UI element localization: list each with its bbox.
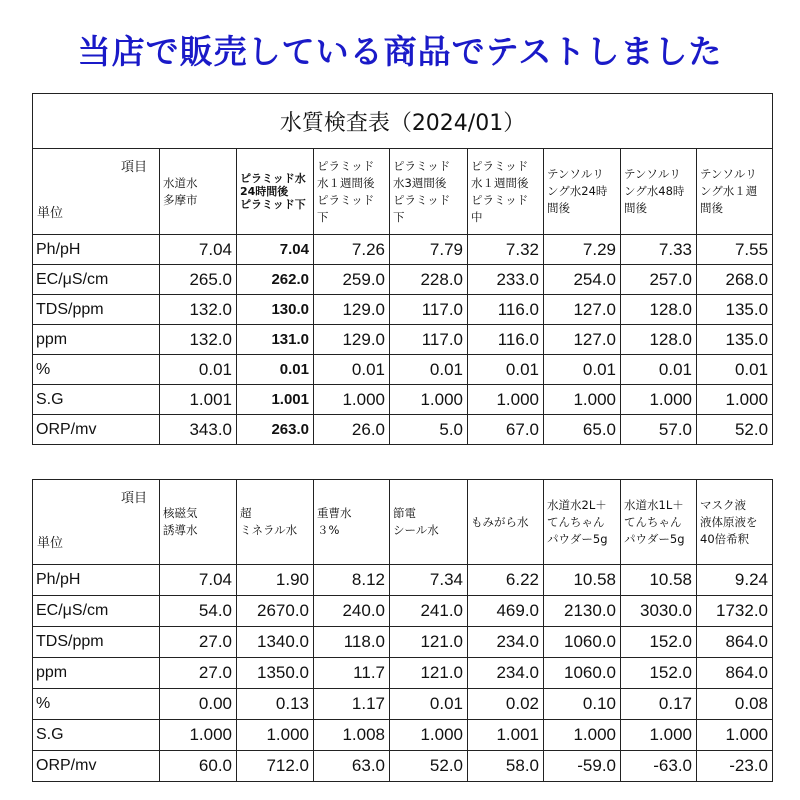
table-row — [33, 658, 773, 689]
table-cell: 1.90 — [237, 565, 314, 596]
column-header-line: 40倍希釈 — [700, 531, 750, 546]
column-header-line: 多摩市 — [163, 192, 198, 207]
table-cell: -23.0 — [697, 751, 773, 782]
row-label: S.G — [33, 720, 160, 751]
table-cell: 864.0 — [697, 627, 773, 658]
column-header-line: パウダー5g — [547, 531, 608, 546]
table-cell: 1.000 — [237, 720, 314, 751]
column-header — [468, 480, 544, 565]
table-row — [33, 596, 773, 627]
table-cell: 7.29 — [544, 235, 621, 265]
table-cell: 265.0 — [160, 265, 237, 295]
table-cell: 7.04 — [160, 235, 237, 265]
column-header-line: ピラミッド — [471, 192, 529, 207]
table-cell: 7.26 — [314, 235, 390, 265]
table-cell: 63.0 — [314, 751, 390, 782]
corner-header — [33, 149, 160, 235]
table-cell: 1.000 — [160, 720, 237, 751]
row-label: % — [33, 355, 160, 385]
row-label: S.G — [33, 385, 160, 415]
column-header-line: 水道水1L＋ — [624, 497, 684, 512]
table-cell: 52.0 — [390, 751, 468, 782]
column-header-line: 水１週間後 — [471, 175, 529, 190]
table-cell: 263.0 — [237, 415, 314, 445]
column-header-line: 24時間後 — [240, 185, 289, 198]
table-row — [33, 720, 773, 751]
table-cell: 132.0 — [160, 295, 237, 325]
table-row — [33, 235, 773, 265]
column-header-line: 液体原液を — [700, 514, 758, 529]
column-header-line: ミネラル水 — [240, 523, 298, 537]
table-cell: 5.0 — [390, 415, 468, 445]
table-cell: 65.0 — [544, 415, 621, 445]
table-cell: 0.08 — [697, 689, 773, 720]
column-header-line: 下 — [393, 209, 405, 224]
table-cell: 0.01 — [697, 355, 773, 385]
column-header — [160, 149, 237, 235]
column-header-line: ピラミッド — [317, 192, 375, 207]
table-cell: 117.0 — [390, 325, 468, 355]
table-row — [33, 565, 773, 596]
column-header-line: ピラミッド — [393, 192, 451, 207]
table-cell: 129.0 — [314, 325, 390, 355]
table-row — [33, 385, 773, 415]
table-cell: 1060.0 — [544, 658, 621, 689]
table-cell: 1.001 — [237, 385, 314, 415]
column-header-line: 重曹水 — [317, 506, 352, 520]
column-header-line: シール水 — [393, 523, 439, 537]
row-label: TDS/ppm — [33, 627, 160, 658]
column-header-line: テンソルリ — [624, 167, 681, 181]
table-cell: 6.22 — [468, 565, 544, 596]
column-header — [697, 149, 773, 235]
table-cell: 1.000 — [621, 720, 697, 751]
table-cell: 118.0 — [314, 627, 390, 658]
table-cell: 0.17 — [621, 689, 697, 720]
column-header-line: てんちゃん — [624, 514, 682, 529]
table-cell: 1.000 — [390, 720, 468, 751]
table-cell: 11.7 — [314, 658, 390, 689]
table-cell: 1.000 — [697, 385, 773, 415]
column-header-line: 水3週間後 — [393, 175, 447, 190]
table-cell: 712.0 — [237, 751, 314, 782]
table-cell: 152.0 — [621, 627, 697, 658]
table-cell: 0.01 — [621, 355, 697, 385]
row-label: EC/μS/cm — [33, 265, 160, 295]
table-cell: -59.0 — [544, 751, 621, 782]
table-cell: 67.0 — [468, 415, 544, 445]
column-header — [621, 480, 697, 565]
table-cell: 259.0 — [314, 265, 390, 295]
column-header — [621, 149, 697, 235]
table-cell: 58.0 — [468, 751, 544, 782]
table-cell: 1.001 — [468, 720, 544, 751]
table-cell: 130.0 — [237, 295, 314, 325]
table-cell: 1060.0 — [544, 627, 621, 658]
column-header-line: 間後 — [700, 201, 723, 215]
column-header-line: ピラミッド水 — [240, 172, 306, 185]
table-cell: 9.24 — [697, 565, 773, 596]
table-cell: 343.0 — [160, 415, 237, 445]
table-cell: 3030.0 — [621, 596, 697, 627]
row-label: Ph/pH — [33, 565, 160, 596]
table-cell: 240.0 — [314, 596, 390, 627]
column-header-line: 間後 — [547, 201, 570, 215]
row-label: EC/μS/cm — [33, 596, 160, 627]
table-cell: 254.0 — [544, 265, 621, 295]
row-label: TDS/ppm — [33, 295, 160, 325]
table-cell: 116.0 — [468, 325, 544, 355]
table-cell: 128.0 — [621, 295, 697, 325]
table-cell: 7.04 — [160, 565, 237, 596]
table-cell: 117.0 — [390, 295, 468, 325]
column-header-line: 中 — [471, 209, 483, 224]
corner-header — [33, 480, 160, 565]
column-header-line: ング水24時 — [547, 184, 608, 198]
column-header-line: 水道水2L＋ — [547, 497, 607, 512]
table-row — [33, 265, 773, 295]
column-header-line: 水道水 — [163, 175, 198, 190]
table-cell: 129.0 — [314, 295, 390, 325]
table-cell: 116.0 — [468, 295, 544, 325]
table-cell: 0.10 — [544, 689, 621, 720]
table-cell: 0.02 — [468, 689, 544, 720]
table-cell: 131.0 — [237, 325, 314, 355]
column-header-line: ３% — [317, 523, 340, 537]
column-header-line: 下 — [317, 209, 329, 224]
table-cell: 0.01 — [544, 355, 621, 385]
water-quality-table-1 — [32, 93, 773, 445]
table-cell: 10.58 — [544, 565, 621, 596]
row-label: ppm — [33, 325, 160, 355]
table-cell: 52.0 — [697, 415, 773, 445]
column-header-line: 節電 — [393, 506, 416, 520]
table-cell: 241.0 — [390, 596, 468, 627]
table-row — [33, 689, 773, 720]
column-header-line: 核磁気 — [163, 506, 198, 520]
column-header-line: ピラミッド — [393, 158, 451, 173]
table-cell: 469.0 — [468, 596, 544, 627]
water-quality-table-2 — [32, 479, 773, 782]
table-cell: 2130.0 — [544, 596, 621, 627]
table-cell: 1340.0 — [237, 627, 314, 658]
column-header-line: ピラミッド — [471, 158, 529, 173]
table-cell: 0.13 — [237, 689, 314, 720]
table-cell: 1.001 — [160, 385, 237, 415]
column-header — [544, 480, 621, 565]
table-cell: 1.000 — [390, 385, 468, 415]
table-cell: 121.0 — [390, 627, 468, 658]
table-cell: 127.0 — [544, 295, 621, 325]
column-header — [314, 480, 390, 565]
column-header-line: 間後 — [624, 201, 647, 215]
table-row — [33, 355, 773, 385]
table-cell: 1.000 — [544, 385, 621, 415]
table-cell: 8.12 — [314, 565, 390, 596]
column-header — [544, 149, 621, 235]
column-header-line: ング水１週 — [700, 184, 758, 198]
row-label: ORP/mv — [33, 415, 160, 445]
column-header-line: 水１週間後 — [317, 175, 375, 190]
table-cell: 0.01 — [390, 355, 468, 385]
table-cell: 152.0 — [621, 658, 697, 689]
table-row — [33, 627, 773, 658]
table-cell: 7.34 — [390, 565, 468, 596]
unit-label: 単位 — [37, 206, 64, 221]
column-header-line: ピラミッド下 — [240, 198, 306, 211]
table-cell: 7.04 — [237, 235, 314, 265]
table-cell: 0.01 — [390, 689, 468, 720]
table-row — [33, 751, 773, 782]
item-label: 項目 — [120, 160, 147, 175]
row-label: ORP/mv — [33, 751, 160, 782]
table-row — [33, 415, 773, 445]
table-cell: 27.0 — [160, 658, 237, 689]
table-cell: 0.01 — [314, 355, 390, 385]
column-header-line: 超 — [240, 506, 252, 520]
column-header-line: パウダー5g — [624, 531, 685, 546]
table-cell: 1.008 — [314, 720, 390, 751]
column-header — [390, 480, 468, 565]
table-cell: 121.0 — [390, 658, 468, 689]
table-cell: 262.0 — [237, 265, 314, 295]
table-cell: 0.01 — [160, 355, 237, 385]
table-row — [33, 295, 773, 325]
table-cell: 1.000 — [544, 720, 621, 751]
table-cell: -63.0 — [621, 751, 697, 782]
table-cell: 864.0 — [697, 658, 773, 689]
column-header-line: テンソルリ — [700, 167, 757, 181]
column-header — [237, 480, 314, 565]
column-header — [468, 149, 544, 235]
table-cell: 1.000 — [468, 385, 544, 415]
table-cell: 234.0 — [468, 627, 544, 658]
column-header-line: マスク液 — [700, 497, 746, 512]
table-cell: 233.0 — [468, 265, 544, 295]
column-header-line: テンソルリ — [547, 167, 604, 181]
table-cell: 228.0 — [390, 265, 468, 295]
table-cell: 0.01 — [237, 355, 314, 385]
column-header-line: もみがら水 — [471, 514, 529, 529]
table-cell: 60.0 — [160, 751, 237, 782]
column-header-line: てんちゃん — [547, 514, 605, 529]
table-cell: 10.58 — [621, 565, 697, 596]
column-header-line: ピラミッド — [317, 158, 375, 173]
table-cell: 1.17 — [314, 689, 390, 720]
table-cell: 7.33 — [621, 235, 697, 265]
row-label: % — [33, 689, 160, 720]
item-label: 項目 — [120, 491, 147, 506]
table-title: 水質検査表（2024/01） — [33, 94, 773, 149]
row-label: Ph/pH — [33, 235, 160, 265]
table-cell: 128.0 — [621, 325, 697, 355]
table-cell: 7.55 — [697, 235, 773, 265]
table-cell: 268.0 — [697, 265, 773, 295]
table-cell: 57.0 — [621, 415, 697, 445]
table-row — [33, 325, 773, 355]
table-cell: 234.0 — [468, 658, 544, 689]
table-cell: 127.0 — [544, 325, 621, 355]
column-header-line: ング水48時 — [624, 184, 685, 198]
table-cell: 0.01 — [468, 355, 544, 385]
column-header — [390, 149, 468, 235]
table-cell: 1350.0 — [237, 658, 314, 689]
page-headline: 当店で販売している商品でテストしました — [77, 32, 723, 71]
table-cell: 132.0 — [160, 325, 237, 355]
table-cell: 135.0 — [697, 325, 773, 355]
column-header — [160, 480, 237, 565]
table-cell: 1.000 — [621, 385, 697, 415]
table-cell: 7.32 — [468, 235, 544, 265]
table-cell: 0.00 — [160, 689, 237, 720]
row-label: ppm — [33, 658, 160, 689]
column-header-line: 誘導水 — [163, 523, 198, 537]
table-cell: 1.000 — [314, 385, 390, 415]
table-cell: 257.0 — [621, 265, 697, 295]
table-cell: 27.0 — [160, 627, 237, 658]
table-cell: 1.000 — [697, 720, 773, 751]
table-cell: 54.0 — [160, 596, 237, 627]
table-cell: 2670.0 — [237, 596, 314, 627]
table-cell: 7.79 — [390, 235, 468, 265]
table-cell: 26.0 — [314, 415, 390, 445]
table-cell: 1732.0 — [697, 596, 773, 627]
unit-label: 単位 — [37, 536, 64, 551]
column-header — [697, 480, 773, 565]
column-header — [237, 149, 314, 235]
table-cell: 135.0 — [697, 295, 773, 325]
column-header — [314, 149, 390, 235]
